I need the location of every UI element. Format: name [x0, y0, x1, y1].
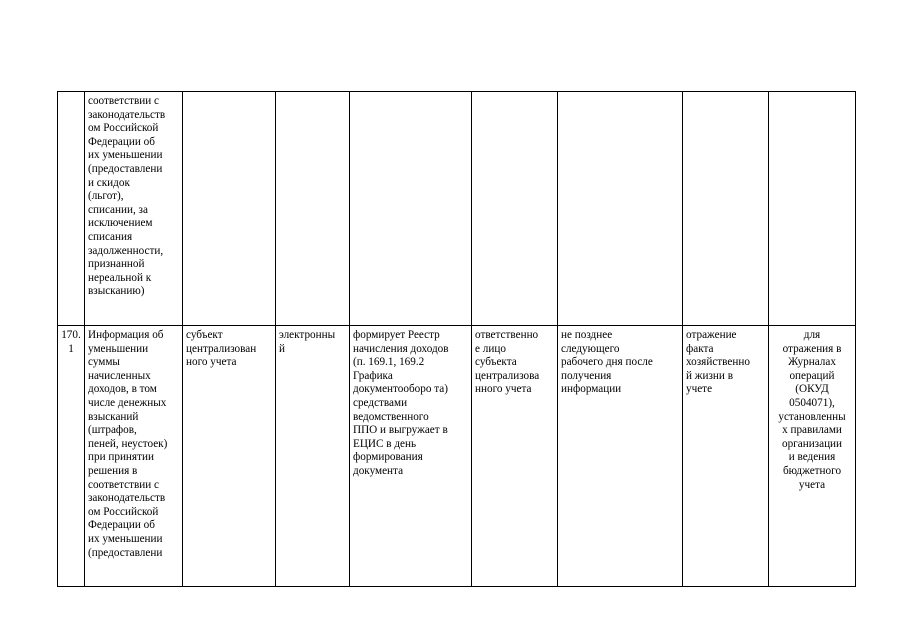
cell-text-line: ного учета	[186, 356, 237, 369]
row-number-cell	[58, 92, 85, 326]
cell-text-line: й жизни в	[686, 369, 733, 382]
cell-text-line: средствами	[353, 396, 408, 409]
cell-text-line: нного учета	[475, 383, 532, 396]
cell-text-line: начисленных	[88, 369, 151, 382]
cell-text-line: Графика	[353, 369, 393, 382]
row-number-cell	[58, 326, 85, 587]
form-cell	[276, 326, 350, 587]
cell-text-line: ответственно	[475, 329, 539, 341]
cell-text-line: соответствии с	[88, 95, 159, 107]
deadline-cell	[558, 92, 683, 326]
cell-text-line: законодательств	[88, 492, 166, 505]
row-number: 170.1	[61, 329, 81, 355]
responsible-cell	[472, 92, 558, 326]
table-row	[58, 326, 856, 587]
cell-text-line: информации	[561, 383, 622, 396]
cell-text-line: законодательств	[88, 108, 166, 121]
cell-text-line: взысканию)	[88, 285, 145, 298]
cell-text-line: Федерации об	[88, 135, 155, 148]
cell-text-line: Информация об	[88, 329, 164, 341]
cell-text-line: операций	[789, 369, 835, 382]
cell-text-line: (предоставлени	[88, 546, 163, 559]
cell-text-line: признанной	[88, 258, 145, 271]
deadline-cell	[558, 326, 683, 587]
form-cell	[276, 92, 350, 326]
cell-text-line: Журналах	[788, 356, 836, 369]
cell-text-line: ППО и выгружает в	[353, 424, 448, 437]
cell-text-line: субъект	[186, 329, 223, 341]
subject-cell	[183, 92, 276, 326]
reflection-cell	[683, 326, 769, 587]
cell-text-line: (льгот),	[88, 190, 124, 203]
cell-text-line: формирования	[353, 451, 423, 464]
cell-text-line: ЕЦИС в день	[353, 437, 417, 450]
purpose-cell	[769, 326, 856, 587]
cell-text-line: Федерации об	[88, 519, 155, 532]
action-cell	[350, 92, 472, 326]
cell-text-line: и ведения	[788, 451, 836, 464]
action-cell	[350, 326, 472, 587]
cell-text-line: доходов, в том	[88, 383, 157, 396]
cell-text-line: хозяйственно	[686, 356, 750, 369]
cell-text-line: не позднее	[561, 329, 613, 341]
cell-text-line: установленны	[778, 410, 846, 423]
document-table	[57, 91, 856, 587]
cell-text-line: при принятии	[88, 451, 154, 464]
cell-text-line: суммы	[88, 356, 120, 369]
cell-text-line: уменьшении	[88, 342, 149, 355]
cell-text-line: получения	[561, 369, 612, 382]
cell-text-line: отражение	[686, 329, 737, 341]
info-cell	[85, 326, 183, 587]
cell-text-line: их уменьшении	[88, 149, 163, 162]
cell-text-line: списании, за	[88, 203, 148, 216]
reflection-cell	[683, 92, 769, 326]
cell-text-line: электронны	[279, 329, 336, 341]
cell-text-line: (предоставлени	[88, 162, 163, 175]
cell-text-line: 0504071),	[789, 396, 835, 409]
cell-text-line: нереальной к	[88, 271, 152, 284]
cell-text-line: (п. 169.1, 169.2	[353, 356, 425, 369]
cell-text-line: (штрафов,	[88, 424, 137, 437]
cell-text-line: списания	[88, 230, 133, 243]
cell-text-line: е лицо	[475, 342, 506, 355]
cell-text-line: документа	[353, 464, 404, 477]
cell-text-line: и скидок	[88, 176, 130, 189]
cell-text-line: ведомственного	[353, 410, 429, 423]
cell-text-line: взысканий	[88, 410, 139, 423]
cell-text-line: ом Российской	[88, 122, 159, 135]
cell-text-line: й	[279, 342, 285, 355]
cell-text-line: формирует Реестр	[353, 329, 440, 341]
cell-text-line: их уменьшении	[88, 532, 163, 545]
purpose-cell	[769, 92, 856, 326]
cell-text-line: числе денежных	[88, 396, 167, 409]
table-row	[58, 92, 856, 326]
cell-text-line: задолженности,	[88, 244, 164, 257]
subject-cell	[183, 326, 276, 587]
cell-text-line: х правилами	[782, 424, 842, 437]
cell-text-line: начисления доходов	[353, 342, 449, 355]
responsible-cell	[472, 326, 558, 587]
cell-text-line: бюджетного	[782, 464, 842, 477]
cell-text-line: централизован	[186, 342, 257, 355]
cell-text-line: исключением	[88, 217, 153, 230]
cell-text-line: для	[803, 329, 821, 341]
cell-text-line: учете	[686, 383, 713, 396]
cell-text-line: централизова	[475, 369, 540, 382]
cell-text-line: соответствии с	[88, 478, 159, 491]
cell-text-line: учета	[798, 478, 826, 491]
cell-text-line: факта	[686, 342, 714, 355]
cell-text-line: решения в	[88, 464, 138, 477]
info-cell	[85, 92, 183, 326]
cell-text-line: следующего	[561, 342, 620, 355]
cell-text-line: субъекта	[475, 356, 517, 369]
cell-text-line: рабочего дня после	[561, 356, 653, 369]
cell-text-line: отражения в	[782, 342, 842, 355]
cell-text-line: ом Российской	[88, 505, 159, 518]
cell-text-line: организации	[781, 437, 843, 450]
cell-text-line: документооборо та)	[353, 383, 448, 396]
cell-text-line: (ОКУД	[795, 383, 829, 396]
cell-text-line: пеней, неустоек)	[88, 437, 168, 450]
